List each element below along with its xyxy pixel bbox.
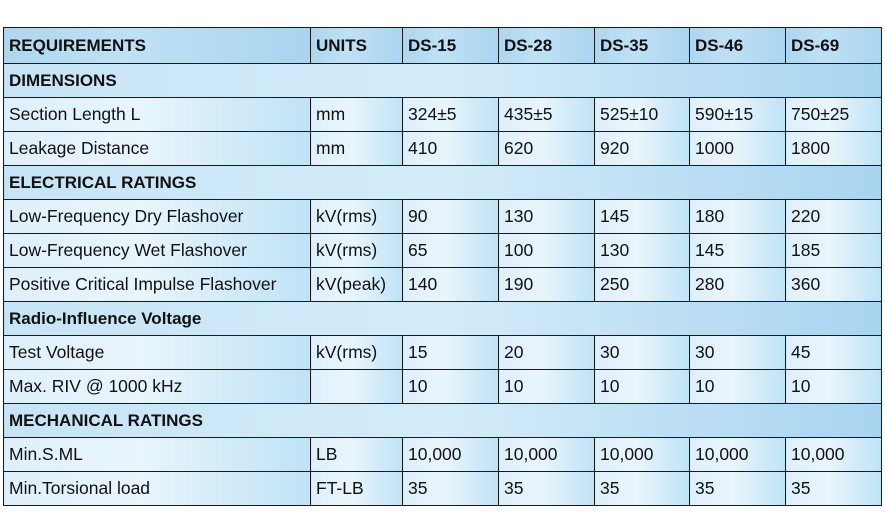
requirement-cell: Leakage Distance xyxy=(4,132,311,166)
specifications-table xyxy=(3,27,882,506)
value-cell: 15 xyxy=(403,336,499,370)
value-cell: 35 xyxy=(499,472,595,506)
value-cell: 10 xyxy=(499,370,595,404)
value-cell: 10 xyxy=(403,370,499,404)
requirement-cell: Low-Frequency Dry Flashover xyxy=(4,200,311,234)
value-cell: 1800 xyxy=(786,132,882,166)
header-ds-15: DS-15 xyxy=(403,28,499,64)
header-ds-46: DS-46 xyxy=(690,28,786,64)
section-row xyxy=(4,404,882,438)
value-cell: 30 xyxy=(595,336,690,370)
table-row xyxy=(4,132,882,166)
value-cell: 145 xyxy=(690,234,786,268)
value-cell: 10 xyxy=(690,370,786,404)
section-title: ELECTRICAL RATINGS xyxy=(4,166,882,200)
requirement-cell: Test Voltage xyxy=(4,336,311,370)
value-cell: 100 xyxy=(499,234,595,268)
value-cell: 20 xyxy=(499,336,595,370)
value-cell: 1000 xyxy=(690,132,786,166)
table-row xyxy=(4,336,882,370)
section-row xyxy=(4,302,882,336)
unit-cell: kV(rms) xyxy=(311,234,403,268)
table-row xyxy=(4,472,882,506)
table-row xyxy=(4,438,882,472)
value-cell: 35 xyxy=(595,472,690,506)
value-cell: 35 xyxy=(403,472,499,506)
value-cell: 185 xyxy=(786,234,882,268)
value-cell: 324±5 xyxy=(403,98,499,132)
header-requirements: REQUIREMENTS xyxy=(4,28,311,64)
value-cell: 180 xyxy=(690,200,786,234)
value-cell: 10 xyxy=(595,370,690,404)
value-cell: 10,000 xyxy=(499,438,595,472)
value-cell: 190 xyxy=(499,268,595,302)
value-cell: 590±15 xyxy=(690,98,786,132)
section-title: MECHANICAL RATINGS xyxy=(4,404,882,438)
header-units: UNITS xyxy=(311,28,403,64)
requirement-cell: Min.S.ML xyxy=(4,438,311,472)
requirement-cell: Min.Torsional load xyxy=(4,472,311,506)
header-ds-28: DS-28 xyxy=(499,28,595,64)
value-cell: 45 xyxy=(786,336,882,370)
requirement-cell: Positive Critical Impulse Flashover xyxy=(4,268,311,302)
value-cell: 410 xyxy=(403,132,499,166)
value-cell: 35 xyxy=(690,472,786,506)
value-cell: 220 xyxy=(786,200,882,234)
value-cell: 30 xyxy=(690,336,786,370)
value-cell: 10,000 xyxy=(786,438,882,472)
section-row xyxy=(4,166,882,200)
value-cell: 145 xyxy=(595,200,690,234)
header-row xyxy=(4,28,882,64)
table-row xyxy=(4,268,882,302)
value-cell: 10,000 xyxy=(690,438,786,472)
table-row xyxy=(4,200,882,234)
section-title: Radio-Influence Voltage xyxy=(4,302,882,336)
value-cell: 10,000 xyxy=(595,438,690,472)
table-row xyxy=(4,234,882,268)
value-cell: 65 xyxy=(403,234,499,268)
value-cell: 620 xyxy=(499,132,595,166)
unit-cell: FT-LB xyxy=(311,472,403,506)
header-ds-35: DS-35 xyxy=(595,28,690,64)
section-title: DIMENSIONS xyxy=(4,64,882,98)
unit-cell: LB xyxy=(311,438,403,472)
header-ds-69: DS-69 xyxy=(786,28,882,64)
section-row xyxy=(4,64,882,98)
unit-cell: kV(rms) xyxy=(311,200,403,234)
value-cell: 90 xyxy=(403,200,499,234)
value-cell: 10,000 xyxy=(403,438,499,472)
value-cell: 35 xyxy=(786,472,882,506)
value-cell: 10 xyxy=(786,370,882,404)
value-cell: 130 xyxy=(595,234,690,268)
table-row xyxy=(4,98,882,132)
unit-cell: mm xyxy=(311,132,403,166)
requirement-cell: Low-Frequency Wet Flashover xyxy=(4,234,311,268)
value-cell: 750±25 xyxy=(786,98,882,132)
table-body xyxy=(4,28,882,506)
unit-cell xyxy=(311,370,403,404)
unit-cell: kV(rms) xyxy=(311,336,403,370)
value-cell: 920 xyxy=(595,132,690,166)
value-cell: 250 xyxy=(595,268,690,302)
value-cell: 525±10 xyxy=(595,98,690,132)
value-cell: 140 xyxy=(403,268,499,302)
value-cell: 360 xyxy=(786,268,882,302)
unit-cell: mm xyxy=(311,98,403,132)
requirement-cell: Section Length L xyxy=(4,98,311,132)
value-cell: 130 xyxy=(499,200,595,234)
value-cell: 435±5 xyxy=(499,98,595,132)
requirement-cell: Max. RIV @ 1000 kHz xyxy=(4,370,311,404)
value-cell: 280 xyxy=(690,268,786,302)
table-row xyxy=(4,370,882,404)
unit-cell: kV(peak) xyxy=(311,268,403,302)
